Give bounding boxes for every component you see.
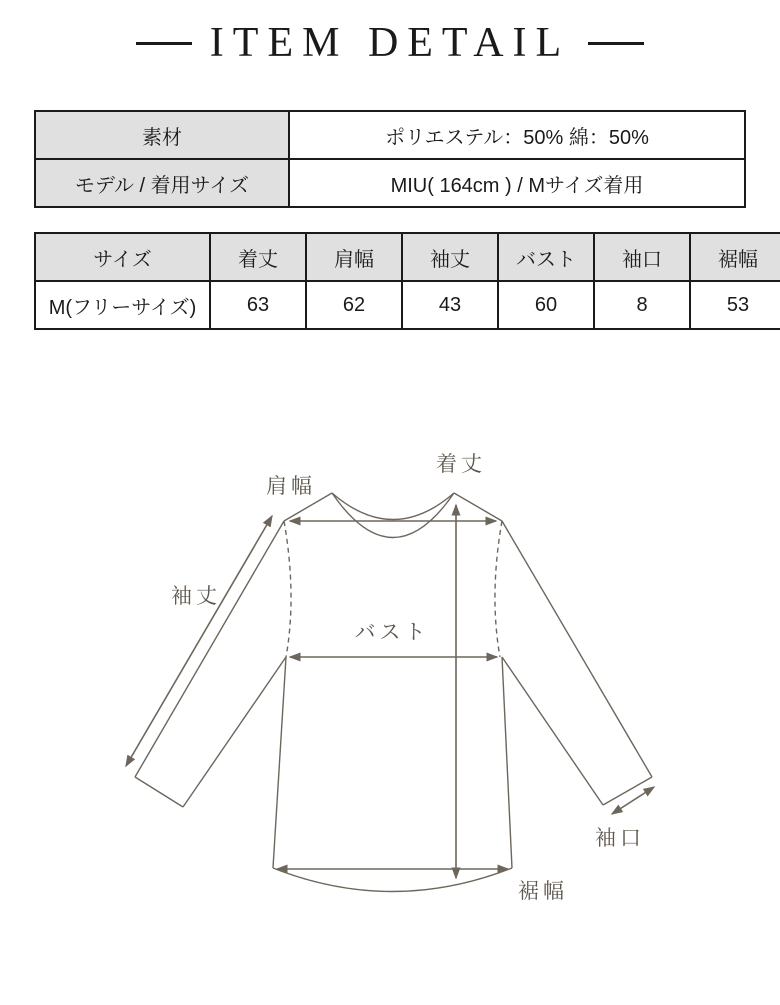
header-cuff: 袖口 (594, 233, 690, 281)
header-size: サイズ (35, 233, 210, 281)
material-label-cell: 素材 (35, 111, 289, 159)
title-left-dash (136, 42, 192, 45)
cuff-label: 袖口 (595, 827, 645, 850)
shoulder-width-label: 肩幅 (266, 475, 316, 498)
header-sleeve-length: 袖丈 (402, 233, 498, 281)
cell-sleeve-length: 43 (402, 281, 498, 329)
shirt-outline (135, 493, 652, 892)
size-table-header-row (35, 233, 780, 281)
cuff-arrow (612, 787, 654, 814)
body-length-label: 着丈 (436, 453, 486, 476)
garment-measurement-diagram (0, 430, 780, 1000)
material-value-cell: ポリエステル：50% 綿：50% (289, 111, 745, 159)
page-title: ITEM DETAIL (209, 20, 571, 66)
table-row (35, 159, 745, 207)
model-size-value-cell: MIU( 164cm ) / Mサイズ着用 (289, 159, 745, 207)
cell-hem-width: 53 (690, 281, 780, 329)
size-spec-table (34, 232, 780, 330)
header-bust: バスト (498, 233, 594, 281)
cell-cuff: 8 (594, 281, 690, 329)
header-shoulder-width: 肩幅 (306, 233, 402, 281)
table-row (35, 111, 745, 159)
measurement-arrows (126, 505, 654, 878)
cell-body-length: 63 (210, 281, 306, 329)
bust-label: バスト (354, 621, 430, 644)
item-detail-header (0, 22, 780, 64)
cell-shoulder-width: 62 (306, 281, 402, 329)
model-size-label-cell: モデル / 着用サイズ (35, 159, 289, 207)
sleeve-length-label: 袖丈 (171, 585, 221, 608)
title-right-dash (588, 42, 644, 45)
header-body-length: 着丈 (210, 233, 306, 281)
cell-size-name: M(フリーサイズ) (35, 281, 210, 329)
sleeve-length-arrow (126, 516, 272, 766)
size-table-data-row (35, 281, 780, 329)
cell-bust: 60 (498, 281, 594, 329)
material-model-table (34, 110, 746, 208)
header-hem-width: 裾幅 (690, 233, 780, 281)
hem-width-label: 裾幅 (518, 880, 568, 903)
